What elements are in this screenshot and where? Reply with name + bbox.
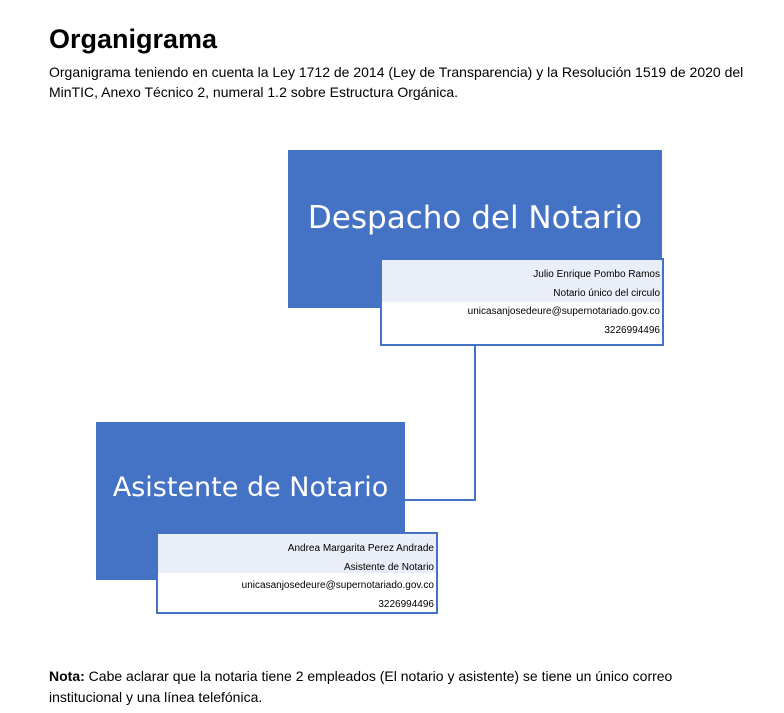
asistente-phone: 3226994496 — [378, 598, 434, 610]
org-connector-horizontal — [405, 499, 476, 501]
asistente-role: Asistente de Notario — [343, 561, 434, 573]
page-subtitle: Organigrama teniendo en cuenta la Ley 1712 de 2014 (Ley de Transparencia) y la Resolución 1519 de 2020 del MinTIC, Anexo Técnico 2, numeral 1.2 sobre Estructura Orgánica. — [49, 64, 744, 100]
footnote — [49, 666, 739, 708]
org-connector-vertical — [474, 344, 476, 501]
despacho-info-card — [380, 258, 664, 346]
footnote-text: Cabe aclarar que la notaria tiene 2 empleados (El notario y asistente) se tiene un único correo institucional y una línea telefónica. — [49, 668, 673, 705]
asistente-name: Andrea Margarita Perez Andrade — [287, 543, 434, 554]
despacho-name: Julio Enrique Pombo Ramos — [533, 269, 660, 280]
despacho-email: unicasanjosedeure@supernotariado.gov.co — [467, 306, 660, 317]
footnote-label: Nota: — [49, 668, 85, 684]
asistente-info-card — [156, 532, 438, 614]
page-title: Organigrama — [49, 24, 218, 54]
asistente-title: Asistente de Notario — [112, 472, 389, 503]
despacho-role: Notario único del circulo — [553, 287, 660, 299]
asistente-email: unicasanjosedeure@supernotariado.gov.co — [241, 580, 434, 591]
despacho-title: Despacho del Notario — [307, 200, 643, 236]
despacho-phone: 3226994496 — [604, 324, 660, 336]
